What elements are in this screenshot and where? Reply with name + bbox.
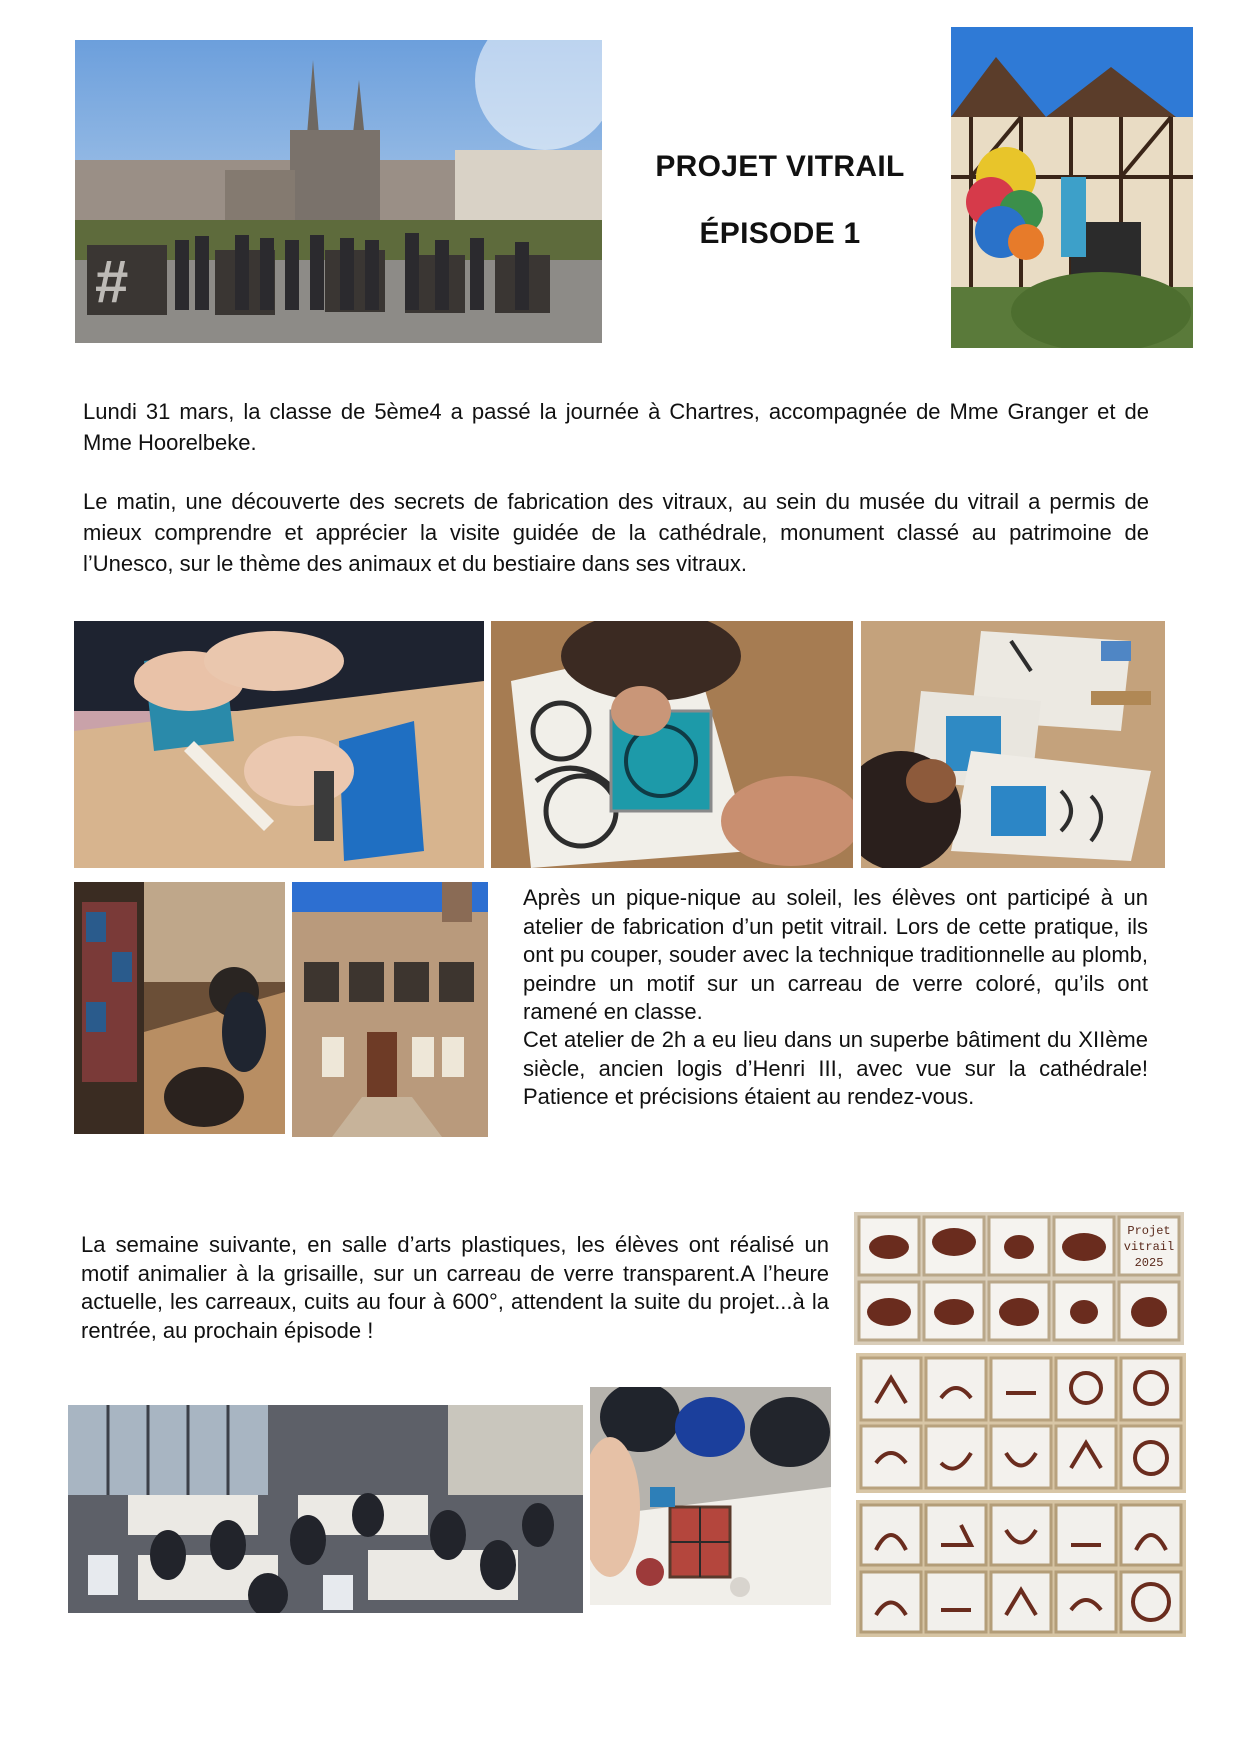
- photo-drawing-on-glass: [491, 621, 853, 868]
- photo-glass-cutting: [74, 621, 484, 868]
- photo-grisaille-tiles-3: [856, 1500, 1186, 1637]
- afternoon-paragraph-2: Cet atelier de 2h a eu lieu dans un superbe bâtiment du XIIème siècle, ancien logis d’Henri III, avec vue sur la cathédrale! Patience et précisions étaient au rendez-vous.: [523, 1027, 1148, 1109]
- photo-half-timbered-house: [951, 27, 1193, 348]
- tile-caption-2: vitrail: [1123, 1240, 1175, 1254]
- tile-caption-1: Projet: [1127, 1224, 1171, 1238]
- episode-subtitle: ÉPISODE 1: [699, 217, 861, 250]
- tile-caption-3: 2025: [1134, 1256, 1164, 1270]
- afternoon-paragraph-1: Après un pique-nique au soleil, les élèves ont participé à un atelier de fabrication d’un petit vitrail. Lors de cette pratique, ils ont pu couper, souder avec la technique traditionnelle au plomb, peindre un motif sur un carreau de verre coloré, qu’ils ont ramené en classe.: [523, 885, 1148, 1024]
- photo-students-at-table: [590, 1387, 831, 1605]
- photo-grisaille-tiles-2: [856, 1353, 1186, 1493]
- morning-paragraph: Le matin, une découverte des secrets de fabrication des vitraux, au sein du musée du vitrail a permis de mieux comprendre et apprécier la visite guidée de la cathédrale, monument classé au patrimoine de l’Unesco, sur le thème des animaux et du bestiaire dans ses vitraux.: [83, 489, 1149, 576]
- next-week-paragraph: La semaine suivante, en salle d’arts plastiques, les élèves ont réalisé un motif animalier à la grisaille, sur un carreau de verre transparent.A l’heure actuelle, les carreaux, cuits au four à 600°, attendent la suite du projet...à la rentrée, au prochain épisode !: [81, 1232, 829, 1343]
- page-title: PROJET VITRAIL: [655, 150, 905, 183]
- photo-cathedral-group: [75, 40, 602, 343]
- photo-painting-tiles: [861, 621, 1165, 868]
- photo-grisaille-tiles-1: [854, 1212, 1184, 1345]
- photo-art-classroom: [68, 1405, 583, 1613]
- hashtag-letter: #: [95, 248, 129, 315]
- photo-renaissance-building: [292, 882, 488, 1137]
- intro-paragraph: Lundi 31 mars, la classe de 5ème4 a passé la journée à Chartres, accompagnée de Mme Granger et de Mme Hoorelbeke.: [83, 399, 1149, 455]
- photo-stained-glass-room: [74, 882, 285, 1134]
